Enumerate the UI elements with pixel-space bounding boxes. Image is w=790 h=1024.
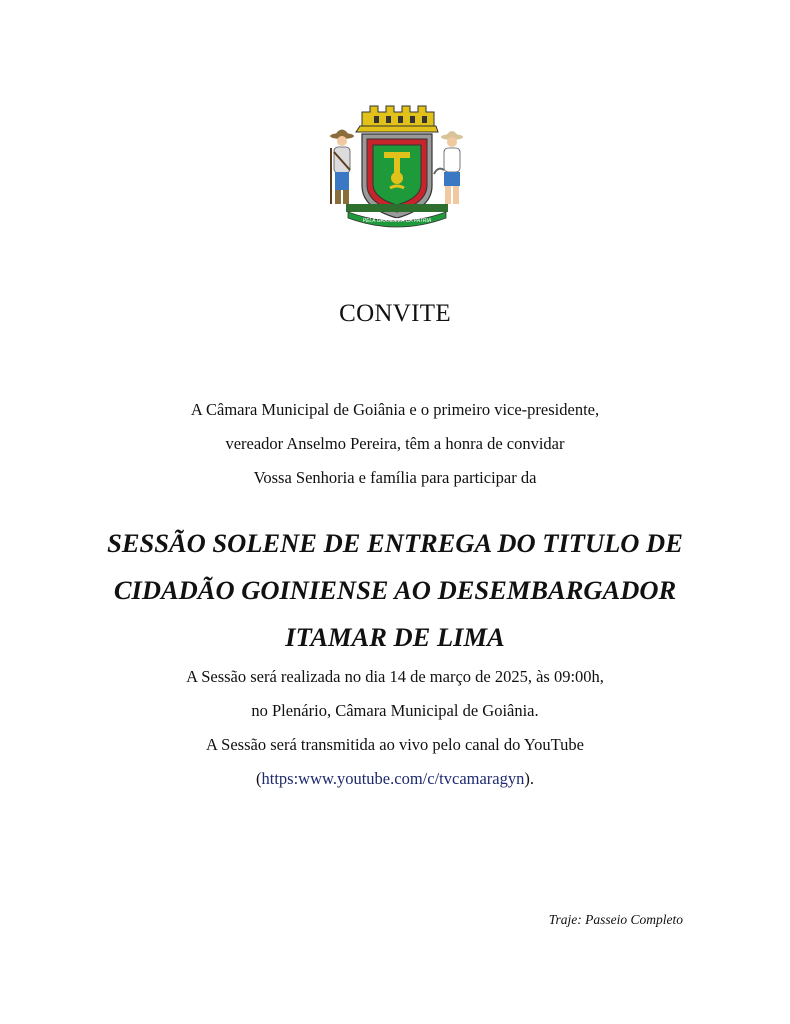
intro-line: A Câmara Municipal de Goiânia e o primeiro vice-presidente, <box>190 400 600 419</box>
event-title-line: CIDADÃO GOINIENSE AO DESEMBARGADOR <box>113 575 677 605</box>
municipal-coat-of-arms <box>326 104 468 232</box>
motto-text: PELA GRANDEZA DA PATRIA <box>362 218 432 224</box>
invitation-title: CONVITE <box>339 300 451 327</box>
mural-crown <box>356 106 438 132</box>
details-line: no Plenário, Câmara Municipal de Goiânia. <box>251 701 539 720</box>
right-supporter-figure <box>434 131 463 204</box>
event-title-line: ITAMAR DE LIMA <box>285 622 505 652</box>
event-title-line: SESSÃO SOLENE DE ENTREGA DO TITULO DE <box>107 528 683 558</box>
details-line: A Sessão será transmitida ao vivo pelo canal do YouTube <box>206 735 584 754</box>
intro-line: Vossa Senhoria e família para participar da <box>253 468 537 487</box>
link-close-paren: ). <box>524 769 534 788</box>
dress-code: Traje: Passeio Completo <box>548 912 683 927</box>
intro-line: vereador Anselmo Pereira, têm a honra de convidar <box>225 434 565 453</box>
left-supporter-figure <box>330 130 354 205</box>
details-line: A Sessão será realizada no dia 14 de março de 2025, às 09:00h, <box>186 667 604 686</box>
youtube-channel-link[interactable]: https:www.youtube.com/c/tvcamaragyn <box>261 769 525 788</box>
youtube-link-line <box>0 762 790 796</box>
link-open-paren: ( <box>256 769 262 788</box>
